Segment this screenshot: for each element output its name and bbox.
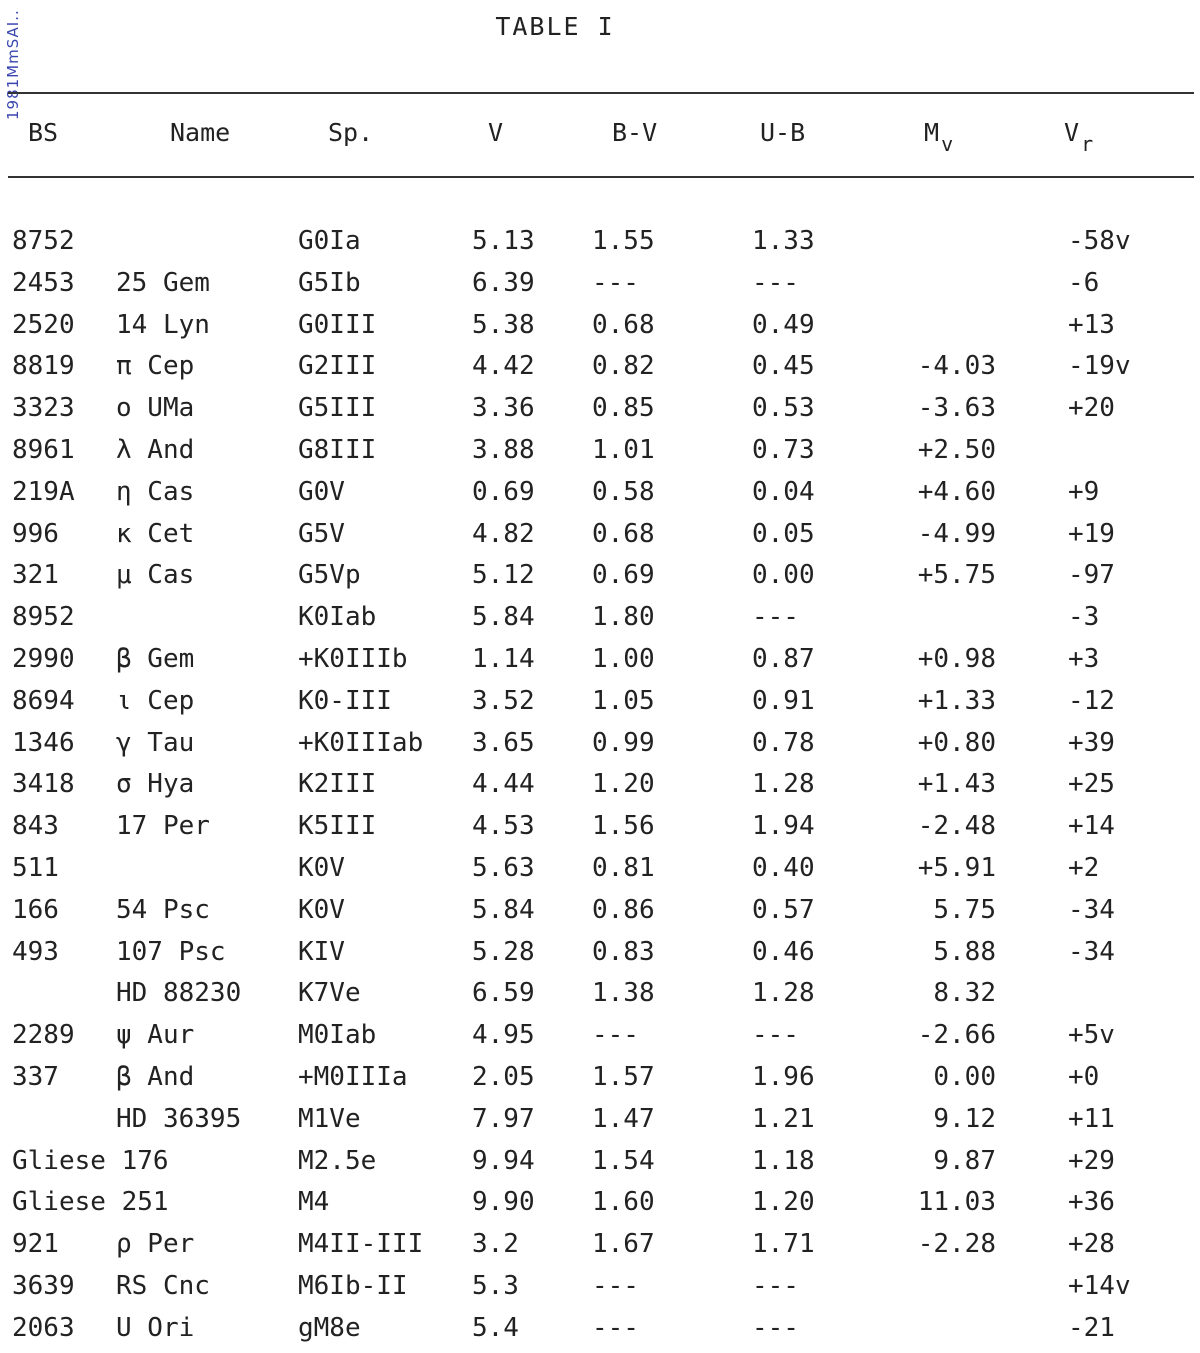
cell-bs: 8752 [12, 226, 75, 256]
cell-name: 54 Psc [116, 894, 210, 925]
cell-ub: --- [752, 1312, 799, 1343]
cell-bs: 219A [12, 476, 75, 507]
cell-vr: +9 [1068, 476, 1100, 507]
cell-bs: 8952 [12, 602, 75, 633]
cell-name: ι Cep [116, 685, 195, 716]
cell-name: β Gem [116, 644, 195, 674]
cell-sp: K7Ve [298, 978, 361, 1009]
cell-bv: 0.69 [592, 560, 655, 591]
table-row [0, 642, 1200, 684]
table-row [0, 349, 1200, 391]
table-row [0, 976, 1200, 1018]
cell-ub: 1.33 [752, 226, 815, 256]
table-row [0, 600, 1200, 642]
cell-ub: 1.18 [752, 1145, 815, 1176]
table-row [0, 517, 1200, 559]
cell-v: 4.82 [472, 518, 535, 549]
cell-sp: KIV [298, 936, 345, 967]
cell-v: 4.44 [472, 769, 535, 800]
cell-mv: 8.32 [933, 978, 996, 1009]
watermark: 1981MmSAI.. [4, 9, 22, 120]
cell-bs: 8819 [12, 351, 75, 382]
cell-mv: +2.50 [917, 435, 996, 465]
cell-vr: -19v [1068, 351, 1131, 382]
cell-mv: +4.60 [917, 476, 996, 507]
cell-name: 17 Per [116, 811, 210, 842]
cell-bv: 1.56 [592, 811, 655, 842]
cell-sp: M2.5e [298, 1145, 377, 1176]
cell-bv: 0.86 [592, 894, 655, 925]
cell-ub: --- [752, 267, 799, 298]
cell-ub: 0.91 [752, 685, 815, 716]
cell-vr: +39 [1068, 727, 1115, 758]
header-mv-main: M [924, 118, 940, 147]
cell-mv: -2.66 [917, 1020, 996, 1051]
cell-ub: 0.49 [752, 309, 815, 340]
cell-v: 9.94 [472, 1145, 535, 1176]
cell-mv: +5.91 [917, 853, 996, 883]
header-v: V [488, 118, 504, 147]
cell-bv: --- [592, 1271, 639, 1301]
cell-bs: Gliese 176 [12, 1145, 169, 1176]
header-b-v: B-V [612, 118, 658, 147]
table-row [0, 224, 1200, 266]
cell-bv: 0.81 [592, 853, 655, 883]
table-row [0, 1102, 1200, 1144]
cell-sp: K2III [298, 769, 377, 800]
header-sp: Sp. [328, 118, 374, 147]
cell-sp: +M0IIIa [298, 1062, 408, 1092]
cell-name: HD 36395 [116, 1103, 242, 1134]
cell-name: π Cep [116, 351, 195, 382]
cell-vr: +14v [1068, 1271, 1131, 1301]
header-vr [1064, 118, 1093, 156]
cell-name: 107 Psc [116, 936, 226, 967]
table-row [0, 851, 1200, 893]
cell-vr: -97 [1068, 560, 1115, 591]
cell-mv: +0.98 [917, 644, 996, 674]
cell-v: 6.39 [472, 267, 535, 298]
cell-bv: 1.57 [592, 1062, 655, 1092]
cell-bs: 2990 [12, 644, 75, 674]
cell-mv: 9.87 [933, 1145, 996, 1176]
table-row [0, 1060, 1200, 1102]
header-bs: BS [28, 118, 59, 147]
cell-bv: 1.55 [592, 226, 655, 256]
cell-bv: 0.99 [592, 727, 655, 758]
header-name: Name [170, 118, 231, 147]
cell-v: 4.53 [472, 811, 535, 842]
cell-bs: 843 [12, 811, 59, 842]
cell-vr: +3 [1068, 644, 1100, 674]
cell-sp: G5Ib [298, 267, 361, 298]
cell-v: 3.88 [472, 435, 535, 465]
cell-vr: +36 [1068, 1187, 1115, 1218]
cell-ub: 0.40 [752, 853, 815, 883]
table-row [0, 809, 1200, 851]
header-u-b: U-B [760, 118, 806, 147]
cell-mv: 5.75 [933, 894, 996, 925]
cell-v: 3.2 [472, 1229, 519, 1260]
cell-bs: 3418 [12, 769, 75, 800]
cell-ub: 0.78 [752, 727, 815, 758]
cell-bs: Gliese 251 [12, 1187, 169, 1218]
cell-name: U Ori [116, 1312, 195, 1343]
cell-ub: 0.87 [752, 644, 815, 674]
cell-bs: 996 [12, 518, 59, 549]
table-row [0, 1144, 1200, 1186]
cell-sp: M1Ve [298, 1103, 361, 1134]
header-top-rule [8, 92, 1194, 94]
cell-vr: +28 [1068, 1229, 1115, 1260]
cell-bs: 321 [12, 560, 59, 591]
cell-bs: 3639 [12, 1271, 75, 1301]
table-row [0, 1269, 1200, 1311]
cell-v: 6.59 [472, 978, 535, 1009]
cell-v: 4.42 [472, 351, 535, 382]
cell-bs: 8694 [12, 685, 75, 716]
table-row [0, 935, 1200, 977]
cell-v: 2.05 [472, 1062, 535, 1092]
cell-name: η Cas [116, 476, 195, 507]
cell-v: 0.69 [472, 476, 535, 507]
table-title: TABLE I [495, 12, 615, 41]
cell-bv: 1.47 [592, 1103, 655, 1134]
cell-sp: G0Ia [298, 226, 361, 256]
cell-bv: 0.82 [592, 351, 655, 382]
cell-sp: G5V [298, 518, 345, 549]
cell-sp: G2III [298, 351, 377, 382]
cell-v: 3.65 [472, 727, 535, 758]
cell-ub: 1.28 [752, 769, 815, 800]
cell-bv: 1.67 [592, 1229, 655, 1260]
header-vr-sub: r [1081, 132, 1094, 156]
cell-name: λ And [116, 435, 195, 465]
cell-ub: 0.04 [752, 476, 815, 507]
cell-sp: G0III [298, 309, 377, 340]
cell-bs: 2520 [12, 309, 75, 340]
cell-bv: 1.38 [592, 978, 655, 1009]
cell-vr: +19 [1068, 518, 1115, 549]
table-row [0, 1311, 1200, 1353]
cell-mv: -2.48 [917, 811, 996, 842]
cell-sp: G0V [298, 476, 345, 507]
cell-bv: 1.80 [592, 602, 655, 633]
cell-bs: 3323 [12, 393, 75, 424]
cell-v: 5.3 [472, 1271, 519, 1301]
cell-name: 25 Gem [116, 267, 210, 298]
cell-ub: 1.94 [752, 811, 815, 842]
cell-ub: --- [752, 1271, 799, 1301]
cell-v: 5.13 [472, 226, 535, 256]
cell-bv: 0.68 [592, 518, 655, 549]
cell-v: 3.52 [472, 685, 535, 716]
cell-bs: 493 [12, 936, 59, 967]
cell-ub: 1.28 [752, 978, 815, 1009]
cell-bv: --- [592, 1312, 639, 1343]
cell-bs: 337 [12, 1062, 59, 1092]
cell-ub: 0.53 [752, 393, 815, 424]
cell-ub: 0.00 [752, 560, 815, 591]
cell-v: 4.95 [472, 1020, 535, 1051]
cell-bs: 8961 [12, 435, 75, 465]
table-row [0, 1185, 1200, 1227]
table-row [0, 266, 1200, 308]
cell-bv: 1.01 [592, 435, 655, 465]
cell-bs: 511 [12, 853, 59, 883]
cell-mv: +1.33 [917, 685, 996, 716]
table-row [0, 308, 1200, 350]
table-row [0, 1018, 1200, 1060]
cell-name: γ Tau [116, 727, 195, 758]
cell-vr: -34 [1068, 936, 1115, 967]
table-row [0, 433, 1200, 475]
cell-vr: +11 [1068, 1103, 1115, 1134]
cell-bs: 2063 [12, 1312, 75, 1343]
cell-vr: +5v [1068, 1020, 1115, 1051]
cell-v: 5.12 [472, 560, 535, 591]
header-mv-sub: v [941, 132, 954, 156]
cell-bv: 1.20 [592, 769, 655, 800]
cell-name: μ Cas [116, 560, 195, 591]
cell-sp: K0Iab [298, 602, 377, 633]
cell-vr: -6 [1068, 267, 1100, 298]
header-bottom-rule [8, 176, 1194, 178]
cell-v: 5.4 [472, 1312, 519, 1343]
cell-name: ψ Aur [116, 1020, 195, 1051]
table-row [0, 893, 1200, 935]
table-row [0, 391, 1200, 433]
cell-sp: M0Iab [298, 1020, 377, 1051]
cell-vr: +0 [1068, 1062, 1100, 1092]
cell-ub: 0.46 [752, 936, 815, 967]
cell-bv: 0.83 [592, 936, 655, 967]
cell-vr: -34 [1068, 894, 1115, 925]
cell-bv: 0.58 [592, 476, 655, 507]
cell-vr: -58v [1068, 226, 1131, 256]
cell-name: HD 88230 [116, 978, 242, 1009]
cell-mv: -4.99 [917, 518, 996, 549]
cell-ub: 1.71 [752, 1229, 815, 1260]
cell-vr: +29 [1068, 1145, 1115, 1176]
cell-v: 7.97 [472, 1103, 535, 1134]
cell-vr: -21 [1068, 1312, 1115, 1343]
cell-bv: 1.54 [592, 1145, 655, 1176]
cell-bv: --- [592, 1020, 639, 1051]
cell-ub: 1.96 [752, 1062, 815, 1092]
cell-mv: +1.43 [917, 769, 996, 800]
header-vr-main: V [1064, 118, 1080, 147]
cell-mv: 11.03 [917, 1187, 996, 1218]
cell-sp: gM8e [298, 1312, 361, 1343]
cell-name: κ Cet [116, 518, 195, 549]
table-row [0, 1227, 1200, 1269]
cell-sp: K5III [298, 811, 377, 842]
cell-mv: 9.12 [933, 1103, 996, 1134]
cell-vr: +13 [1068, 309, 1115, 340]
cell-sp: G5III [298, 393, 377, 424]
cell-name: σ Hya [116, 769, 195, 800]
cell-bv: 1.00 [592, 644, 655, 674]
cell-vr: -12 [1068, 685, 1115, 716]
table-row [0, 558, 1200, 600]
cell-bs: 1346 [12, 727, 75, 758]
cell-sp: K0V [298, 894, 345, 925]
cell-sp: +K0IIIb [298, 644, 408, 674]
table-row [0, 767, 1200, 809]
cell-ub: 1.20 [752, 1187, 815, 1218]
cell-mv: 5.88 [933, 936, 996, 967]
cell-vr: +25 [1068, 769, 1115, 800]
cell-bs: 921 [12, 1229, 59, 1260]
cell-ub: 0.73 [752, 435, 815, 465]
cell-sp: M4 [298, 1187, 330, 1218]
cell-ub: --- [752, 602, 799, 633]
cell-mv: -2.28 [917, 1229, 996, 1260]
cell-ub: --- [752, 1020, 799, 1051]
cell-name: β And [116, 1062, 195, 1092]
table-row [0, 475, 1200, 517]
cell-mv: 0.00 [933, 1062, 996, 1092]
table-row [0, 726, 1200, 768]
cell-bv: 1.60 [592, 1187, 655, 1218]
cell-mv: -4.03 [917, 351, 996, 382]
cell-v: 9.90 [472, 1187, 535, 1218]
cell-vr: -3 [1068, 602, 1100, 633]
cell-sp: G8III [298, 435, 377, 465]
cell-bv: 1.05 [592, 685, 655, 716]
cell-mv: +5.75 [917, 560, 996, 591]
table-row [0, 684, 1200, 726]
header-mv [924, 118, 953, 156]
cell-bs: 2289 [12, 1020, 75, 1051]
cell-v: 1.14 [472, 644, 535, 674]
cell-v: 5.63 [472, 853, 535, 883]
cell-sp: M4II-III [298, 1229, 424, 1260]
cell-vr: +2 [1068, 853, 1100, 883]
cell-sp: G5Vp [298, 560, 361, 591]
cell-bv: 0.85 [592, 393, 655, 424]
cell-vr: +20 [1068, 393, 1115, 424]
cell-name: RS Cnc [116, 1271, 210, 1301]
cell-bs: 166 [12, 894, 59, 925]
cell-sp: M6Ib-II [298, 1271, 408, 1301]
cell-v: 5.84 [472, 602, 535, 633]
cell-bv: 0.68 [592, 309, 655, 340]
cell-vr: +14 [1068, 811, 1115, 842]
cell-name: 14 Lyn [116, 309, 210, 340]
cell-bs: 2453 [12, 267, 75, 298]
cell-ub: 1.21 [752, 1103, 815, 1134]
cell-sp: K0-III [298, 685, 392, 716]
cell-v: 5.38 [472, 309, 535, 340]
cell-v: 5.28 [472, 936, 535, 967]
cell-ub: 0.57 [752, 894, 815, 925]
cell-ub: 0.05 [752, 518, 815, 549]
cell-name: ρ Per [116, 1229, 195, 1260]
cell-mv: -3.63 [917, 393, 996, 424]
cell-sp: +K0IIIab [298, 727, 424, 758]
cell-name: o UMa [116, 393, 195, 424]
cell-ub: 0.45 [752, 351, 815, 382]
cell-sp: K0V [298, 853, 345, 883]
cell-mv: +0.80 [917, 727, 996, 758]
cell-v: 3.36 [472, 393, 535, 424]
cell-v: 5.84 [472, 894, 535, 925]
cell-bv: --- [592, 267, 639, 298]
